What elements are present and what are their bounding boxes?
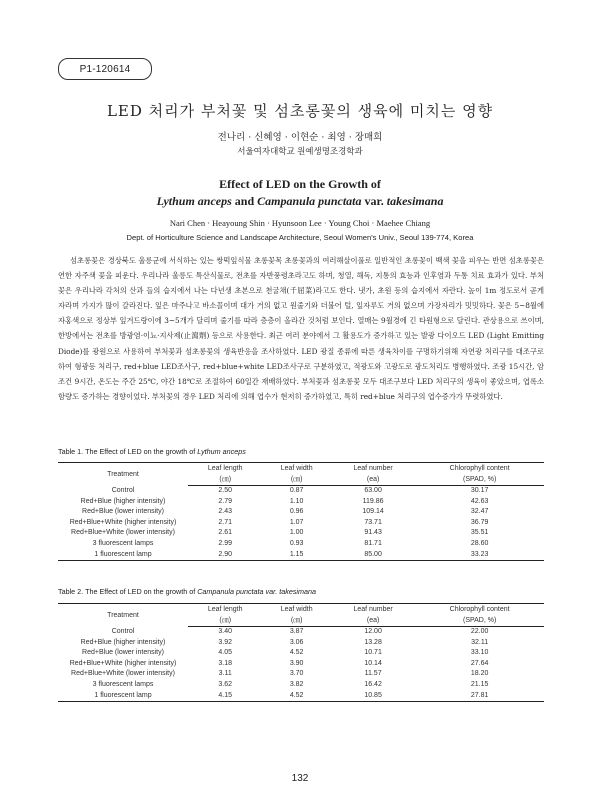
table2-cell-leaf-length: 3.11 — [218, 670, 232, 678]
table1-cell-leaf-number: 109.14 — [362, 508, 384, 516]
table1-unit-leaf-length: (㎝) — [188, 474, 262, 486]
table2 — [58, 603, 544, 702]
table2-cell-leaf-number: 13.28 — [364, 638, 382, 646]
table2-cell-leaf-number: 16.42 — [364, 680, 382, 688]
authors-korean: 전나리 · 신혜영 · 이현순 · 최영 · 장매희 — [217, 132, 383, 143]
table1-cell-leaf-number: 73.71 — [364, 518, 382, 526]
table1-caption-prefix: Table 1. — [58, 447, 84, 456]
table1-header-leaf-length: Leaf length — [188, 463, 262, 475]
table2-unit-leaf-width: (㎝) — [262, 615, 331, 627]
table2-cell-leaf-width: 3.90 — [289, 659, 304, 667]
table-row — [58, 638, 544, 649]
title-english-line2 — [0, 194, 600, 209]
table1-cell-treatment: Red+Blue (higher intensity) — [80, 497, 166, 505]
table2-cell-treatment: Red+Blue (lower intensity) — [82, 649, 164, 657]
table1-unit-leaf-width: (㎝) — [262, 474, 331, 486]
table2-unit-chlorophyll: (SPAD, %) — [415, 615, 544, 627]
table2-cell-leaf-number: 10.14 — [364, 659, 382, 667]
table2-cell-leaf-length: 3.62 — [218, 680, 232, 688]
table1-cell-leaf-number: 85.00 — [331, 550, 415, 561]
table2-cell-leaf-width: 4.52 — [262, 691, 331, 702]
species-lythum: Lythum anceps — [156, 194, 232, 208]
table2-cell-leaf-number: 10.85 — [331, 691, 415, 702]
table1-cell-treatment: Red+Blue+White (lower intensity) — [71, 529, 175, 537]
table1-cell-chlorophyll: 36.79 — [470, 518, 489, 526]
table-row — [58, 648, 544, 659]
table2-cell-leaf-number: 12.00 — [364, 628, 382, 635]
table2-cell-chlorophyll: 33.10 — [470, 649, 489, 657]
table1-header-leaf-number: Leaf number — [331, 463, 415, 475]
title-and: and — [234, 194, 255, 208]
table2-cell-leaf-width: 3.82 — [289, 680, 304, 688]
abstract-id-badge: P1-120614 — [58, 58, 152, 80]
authors-english: Nari Chen · Heayoung Shin · Hyunsoon Lee · Young Choi · Maehee Chiang — [169, 218, 431, 228]
table2-cell-treatment: Control — [111, 627, 135, 635]
table2-caption — [58, 587, 316, 596]
table2-cell-leaf-number: 10.71 — [364, 649, 382, 657]
table1-header-leaf-width: Leaf width — [262, 463, 331, 475]
table2-header-treatment: Treatment — [58, 604, 188, 627]
table1-cell-leaf-length: 2.61 — [218, 529, 232, 537]
table2-cell-chlorophyll: 27.64 — [470, 659, 489, 667]
table1-cell-leaf-length: 2.43 — [218, 508, 232, 516]
table2-header-leaf-number: Leaf number — [331, 604, 415, 616]
abstract-body: 섬초롱꽃은 경상북도 울릉군에 서식하는 있는 쌍떡잎식물 초롱꽃목 초롱꽃과의 여러해살이풀로 일반적인 초롱꽃이 백색 꽃을 피우는 반면 섬초롱꽃은 연한 자주색 꽃을 피운다. 우리나라 울릉도 특산식물로, 전초를 자반풍령초라고도 하며, 청열, 해독, 지통의 효능과 인후염과 두통 치료 효과가 있다. 부처꽃은 우리나라 각처의 산과 들의 습지에서 나는 다년생 초본으로 천굴채(千屈菜)라고도 한다. 냇가, 초원 등의 습지에서 자란다. 높이 1m 정도로서 곧게 자라며 가지가 많이 갈라진다. 잎은 마주나고 바소꼴이며 대가 거의 없고 원줄기와 더불어 털, 잎자루도 거의 없으며 가장자리가 밋밋하다. 꽃은 5~8월에 자홍색으로 정상부 잎겨드랑이에 3~5개가 달리며 줄기를 따라 층층이 올라간 것처럼 보인다. 열매는 9월경에 긴 타원형으로 달린다. 관상용으로 쓰이며, 한방에서는 전초를 방광염·이뇨·지사제(止瀉劑) 등으로 사용한다. 최근 여러 분야에서 그 활용도가 증가하고 있는 발광 다이오드 LED (Light Emitting Diode)를 광원으로 사용하여 부처꽃과 섬초롱꽃의 생육반응을 조사하였다. LED 광질 종류에 따른 생육차이를 구명하기위해 자연광 처리구를 대조구로 하여 형광등 처리구, red+blue LED조사구, red+blue+white LED조사구로 구분하였고, 적광도와 고광도로 광도처리도 병행하였다. 조광 15시간, 암조건 9시간, 온도는 주간 25℃, 야간 18℃로 조절하여 60일간 재배하였다. 부처꽃과 섬초롱꽃 모두 대조구보다 LED 처리구의 생육이 좋았으며, 엽록소함량도 증가하는 경향이었다. 부처꽃의 경우 LED 처리에 의해 엽수가 현저히 증가하였고, 특히 red+blue 처리구의 엽수증가가 뚜렷하였다. — [58, 256, 544, 401]
table2-cell-leaf-width: 4.52 — [289, 649, 304, 657]
table1-cell-leaf-width: 1.15 — [262, 550, 331, 561]
species-takesimana: takesimana — [386, 194, 444, 208]
table2-caption-prefix: Table 2. — [58, 587, 84, 596]
title-korean: LED 처리가 부처꽃 및 섬초롱꽃의 생육에 미치는 영향 — [106, 102, 494, 120]
table2-cell-leaf-width: 3.87 — [289, 628, 304, 635]
affiliation-korean: 서울여자대학교 원예생명조경학과 — [237, 146, 363, 156]
table1-unit-chlorophyll: (SPAD, %) — [415, 474, 544, 486]
table1-cell-leaf-width: 1.00 — [289, 529, 304, 537]
table1-cell-chlorophyll: 28.60 — [470, 539, 489, 547]
table-row — [58, 518, 544, 529]
table-row — [58, 680, 544, 691]
table1-unit-leaf-number: (ea) — [331, 474, 415, 486]
table-row — [58, 550, 544, 561]
table-row — [58, 539, 544, 550]
table1-cell-leaf-number: 91.43 — [364, 529, 382, 537]
table2-unit-leaf-number: (ea) — [331, 615, 415, 627]
table1-cell-leaf-width: 1.07 — [289, 518, 304, 526]
table2-header-leaf-width: Leaf width — [262, 604, 331, 616]
table1-caption-species: Lythum anceps — [197, 447, 246, 456]
species-campanula: Campanula punctata — [257, 194, 362, 208]
table1-cell-chlorophyll: 33.23 — [415, 550, 544, 561]
table-row — [58, 486, 544, 497]
table2-caption-species: Campanula punctata var. takesimana — [197, 587, 316, 596]
table1-cell-chlorophyll: 42.63 — [470, 497, 489, 505]
table1-cell-chlorophyll: 30.17 — [470, 487, 489, 494]
table2-header-chlorophyll: Chlorophyll content — [415, 604, 544, 616]
table2-cell-leaf-width: 3.06 — [289, 638, 304, 646]
title-var: var. — [364, 194, 384, 208]
title-english-line1: Effect of LED on the Growth of — [219, 177, 381, 191]
table-row — [58, 528, 544, 539]
table1-header-treatment: Treatment — [58, 463, 188, 486]
table-row — [58, 659, 544, 670]
table1-cell-chlorophyll: 35.51 — [470, 529, 489, 537]
table2-cell-chlorophyll: 18.20 — [470, 670, 489, 678]
table2-cell-leaf-length: 3.18 — [218, 659, 232, 667]
table1 — [58, 462, 544, 561]
table1-caption — [58, 447, 246, 456]
table1-cell-leaf-number: 81.71 — [364, 539, 382, 547]
table1-cell-leaf-length: 2.90 — [188, 550, 262, 561]
table2-cell-chlorophyll: 27.81 — [415, 691, 544, 702]
table-row — [58, 669, 544, 680]
table-row — [58, 691, 544, 702]
table2-cell-leaf-width: 3.70 — [289, 670, 304, 678]
table1-cell-treatment: Control — [111, 486, 135, 494]
table1-cell-chlorophyll: 32.47 — [470, 508, 489, 516]
table2-cell-chlorophyll: 22.00 — [470, 628, 489, 635]
table2-cell-treatment: Red+Blue+White (higher intensity) — [69, 659, 177, 667]
table1-cell-treatment: 1 fluorescent lamp — [58, 550, 188, 561]
table1-cell-leaf-width: 1.10 — [289, 497, 304, 505]
table2-cell-chlorophyll: 32.11 — [471, 638, 489, 646]
table2-cell-leaf-length: 4.15 — [188, 691, 262, 702]
table1-cell-leaf-length: 2.50 — [218, 487, 232, 494]
table1-cell-leaf-width: 0.93 — [289, 539, 304, 547]
table1-caption-text: The Effect of LED on the growth of — [85, 447, 196, 456]
table1-header-chlorophyll: Chlorophyll content — [415, 463, 544, 475]
table2-cell-treatment: Red+Blue+White (lower intensity) — [71, 670, 175, 678]
table2-unit-leaf-length: (㎝) — [188, 615, 262, 627]
table2-caption-text: The Effect of LED on the growth of — [85, 587, 196, 596]
table1-cell-treatment: 3 fluorescent lamps — [92, 539, 154, 547]
table1-cell-leaf-length: 2.99 — [218, 539, 232, 547]
table2-cell-leaf-length: 4.05 — [218, 649, 232, 657]
table1-cell-treatment: Red+Blue (lower intensity) — [82, 508, 164, 516]
table2-cell-treatment: Red+Blue (higher intensity) — [80, 638, 166, 646]
table2-cell-treatment: 1 fluorescent lamp — [58, 691, 188, 702]
table1-cell-leaf-width: 0.96 — [289, 508, 304, 516]
table2-cell-chlorophyll: 21.15 — [470, 680, 489, 688]
table1-cell-leaf-width: 0.87 — [289, 487, 304, 494]
table2-cell-leaf-length: 3.92 — [218, 638, 232, 646]
table-row — [58, 507, 544, 518]
table2-cell-leaf-number: 11.57 — [364, 670, 382, 678]
table1-cell-leaf-length: 2.79 — [218, 497, 232, 505]
page-number: 132 — [291, 773, 309, 784]
table1-cell-leaf-length: 2.71 — [218, 518, 232, 526]
table1-cell-leaf-number: 63.00 — [364, 487, 382, 494]
affiliation-english: Dept. of Horticulture Science and Landscape Architecture, Seoul Women's Univ., Seoul 139-774, Korea — [126, 233, 474, 242]
table1-cell-treatment: Red+Blue+White (higher intensity) — [69, 518, 177, 526]
table2-header-leaf-length: Leaf length — [188, 604, 262, 616]
table2-cell-leaf-length: 3.40 — [218, 628, 232, 635]
table2-cell-treatment: 3 fluorescent lamps — [92, 680, 154, 688]
table1-cell-leaf-number: 119.86 — [362, 497, 384, 505]
table-row — [58, 497, 544, 508]
table-row — [58, 627, 544, 638]
